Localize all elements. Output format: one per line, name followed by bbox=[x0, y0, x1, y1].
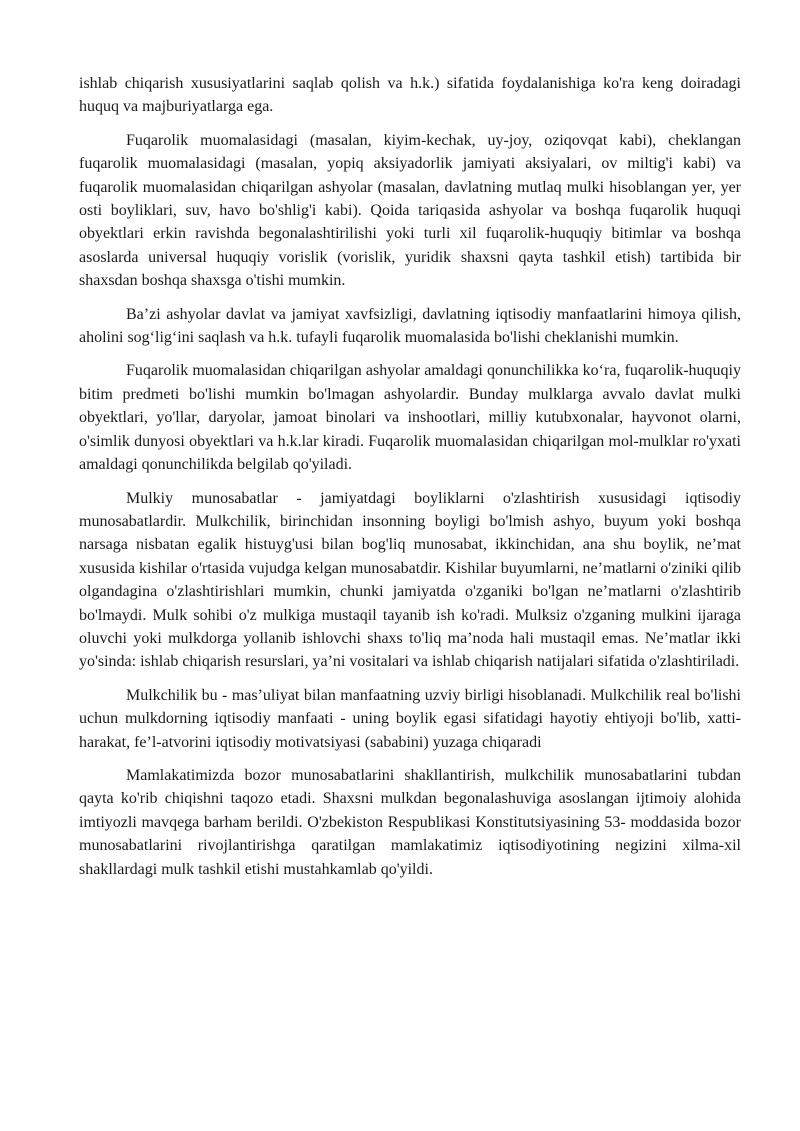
paragraph-ownership-responsibility: Mulkchilik bu - mas’uliyat bilan manfaatning uzviy birligi hisoblanadi. Mulkchilik real bo'lishi uchun mulkdorning iqtisodiy manfaati - uning boylik egasi sifatidagi hayotiy ehtiyoji bo'lib, xatti-harakat, fe’l-atvorini iqtisodiy motivatsiyasi (sababini) yuzaga chiqaradi bbox=[79, 686, 741, 751]
paragraph-property-relations: Mulkiy munosabatlar - jamiyatdagi boyliklarni o'zlashtirish xususidagi iqtisodiy munosabatlardir. Mulkchilik, birinchidan insonning boyligi bo'lmish ashyo, buyum yoki boshqa narsaga nisbatan egalik histuyg'usi bilan bog'liq munosabat, ikkinchidan, ana shu boylik, ne’mat xususida kishilar o'rtasida vujudga kelgan munosabatdir. Kishilar buyumlarni, ne’matlarni o'ziniki qilib olgandagina o'zlashtirishlari mumkin, chunki jamiyatda o'zganiki bo'lgan ne’matlarni o'zlashtirib bo'lmaydi. Mulk sohibi o'z mulkiga mustaqil tayanib ish ko'radi. Mulksiz o'zganing mulkini ijaraga oluvchi yoki mulkdorga yollanib ishlovchi shaxs to'liq ma’noda hali mustaqil emas. Ne’matlar ikki yo'sinda: ishlab chiqarish resurslari, ya’ni vositalari va ishlab chiqarish natijalari sifatida o'zlashtiriladi. bbox=[79, 489, 741, 671]
paragraph-restricted-objects: Ba’zi ashyolar davlat va jamiyat xavfsizligi, davlatning iqtisodiy manfaatlarini himoya qilish, aholini sog‘lig‘ini saqlash va h.k. tufayli fuqarolik muomalasida bo'lishi cheklanishi mumkin. bbox=[79, 305, 741, 347]
document-page bbox=[79, 72, 741, 891]
paragraph-continuation: ishlab chiqarish xususiyatlarini saqlab qolish va h.k.) sifatida foydalanishiga ko'ra keng doiradagi huquq va majburiyatlarga ega. bbox=[79, 75, 741, 116]
paragraph-withdrawn-objects: Fuqarolik muomalasidan chiqarilgan ashyolar amaldagi qonunchilikka ko‘ra, fuqarolik-huquqiy bitim predmeti bo'lishi mumkin bo'lmagan ashyolardir. Bunday mulklarga avvalo davlat mulki obyektlari, yo'llar, daryolar, jamoat binolari va inshootlari, milliy kutubxonalar, hayvonot olarni, o'simlik dunyosi obyektlari va h.k.lar kiradi. Fuqarolik muomalasidan chiqarilgan mol-mulklar ro'yxati amaldagi qonunchilikda belgilab qo'yiladi. bbox=[79, 362, 741, 474]
paragraph-market-relations: Mamlakatimizda bozor munosabatlarini shakllantirish, mulkchilik munosabatlarini tubdan qayta ko'rib chiqishni taqozo etadi. Shaxsni mulkdan begonalashuviga asoslangan ijtimoiy alohida imtiyozli mavqega barham berildi. O'zbekiston Respublikasi Konstitutsiyasining 53- moddasida bozor munosabatlarini rivojlantirishga qaratilgan mamlakatimiz iqtisodiyotining negizini xilma-xil shakllardagi mulk tashkil etishi mustahkamlab qo'yildi. bbox=[79, 766, 741, 878]
paragraph-civil-circulation: Fuqarolik muomalasidagi (masalan, kiyim-kechak, uy-joy, oziqovqat kabi), cheklangan fuqarolik muomalasidagi (masalan, yopiq aksiyadorlik jamiyati aksiyalari, ov miltig'i kabi) va fuqarolik muomalasidan chiqarilgan ashyolar (masalan, davlatning mutlaq mulki hisoblangan yer, yer osti boyliklari, suv, havo bo'shlig'i kabi). Qoida tariqasida ashyolar va boshqa fuqarolik huquqi obyektlari erkin ravishda begonalashtirilishi yoki turli xil fuqarolik-huquqiy bitimlar va boshqa asoslarda universal huquqiy vorislik (vorislik, yuridik shaxsni qayta tashkil etish) tartibida bir shaxsdan boshqa shaxsga o'tishi mumkin. bbox=[79, 131, 741, 290]
